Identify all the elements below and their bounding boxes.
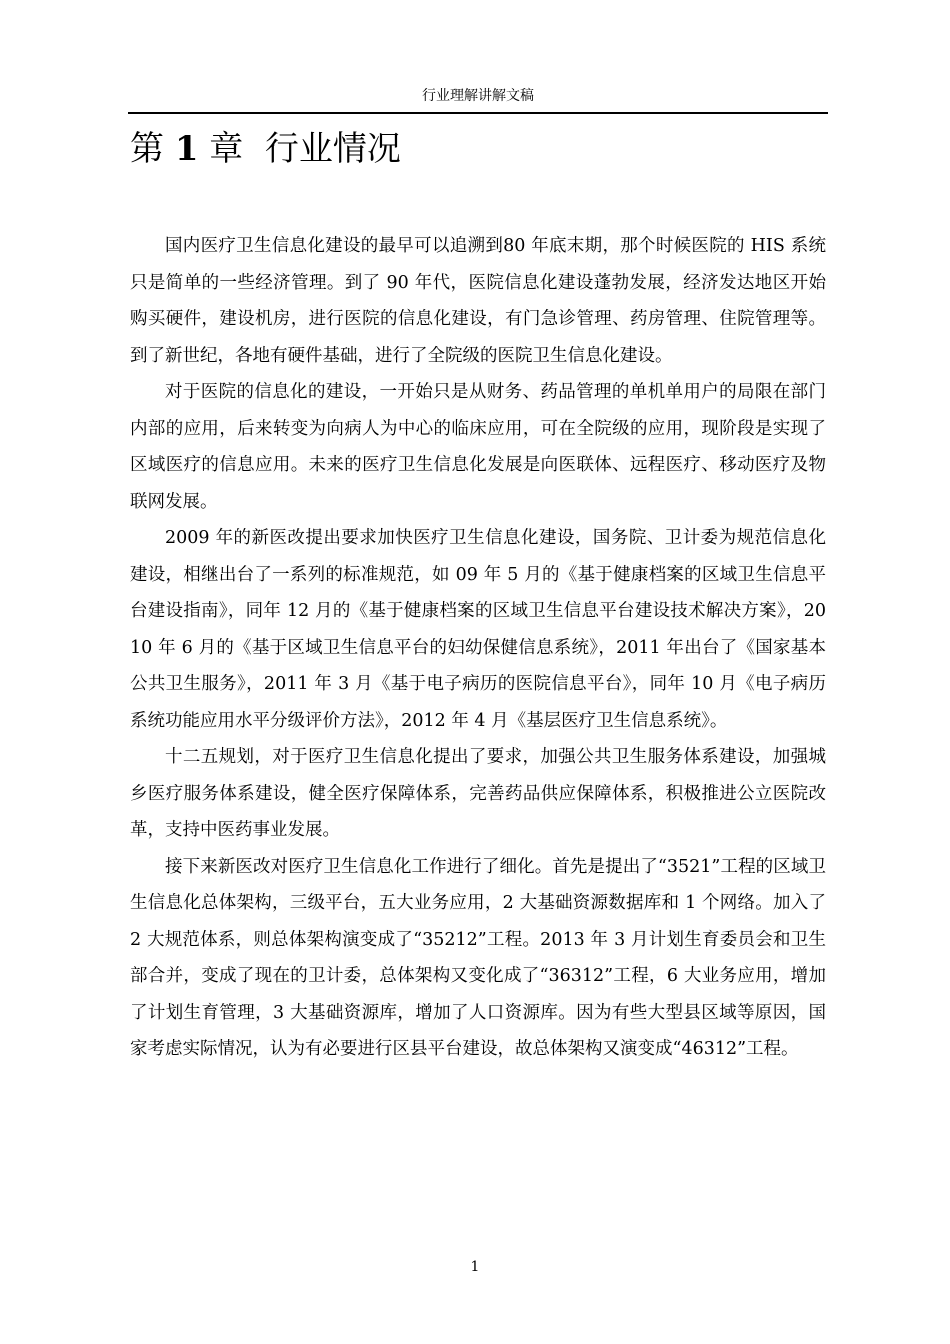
paragraph-history: 国内医疗卫生信息化建设的最早可以追溯到80 年底末期，那个时候医院的 HIS 系统只是简单的一些经济管理。到了 90 年代，医院信息化建设蓬勃发展，经济发达地区开始购买硬件，建设机房，进行医院的信息化建设，有门急诊管理、药房管理、住院管理等。到了新世纪，各地有硬件基础，进行了全院级的医院卫生信息化建设。: [130, 236, 826, 366]
chapter-suffix: 章: [209, 129, 244, 169]
chapter-title: [130, 124, 401, 174]
paragraph-architecture: 接下来新医改对医疗卫生信息化工作进行了细化。首先是提出了“3521”工程的区域卫生信息化总体架构，三级平台，五大业务应用，2 大基础资源数据库和 1 个网络。加入了 2 大规范体系，则总体架构演变成了“35212”工程。2013 年 3 月计划生育委员会和卫生部合并，变成了现在的卫计委，总体架构又变化成了“36312”工程，6 大业务应用，增加了计划生育管理，3 大基础资源库，增加了人口资源库。因为有些大型县区域等原因，国家考虑实际情况，认为有必要进行区县平台建设，故总体架构又演变成“46312”工程。: [130, 856, 826, 1059]
chapter-heading-text: 行业情况: [264, 129, 401, 169]
paragraph-standards: 2009 年的新医改提出要求加快医疗卫生信息化建设，国务院、卫计委为规范信息化建设，相继出台了一系列的标准规范，如 09 年 5 月的《基于健康档案的区域卫生信息平台建设指南》，同年 12 月的《基于健康档案的区域卫生信息平台建设技术解决方案》，2010 年 6 月的《基于区域卫生信息平台的妇幼保健信息系统》，2011 年出台了《国家基本公共卫生服务》，2011 年 3 月《基于电子病历的医院信息平台》，同年 10 月《电子病历系统功能应用水平分级评价方法》，2012 年 4 月《基层医疗卫生信息系统》。: [130, 528, 826, 731]
page-header: [128, 86, 828, 114]
page-number: 1: [470, 1259, 480, 1275]
header-title: 行业理解讲解文稿: [422, 88, 534, 104]
paragraph-evolution: 对于医院的信息化的建设，一开始只是从财务、药品管理的单机单用户的局限在部门内部的应用，后来转变为向病人为中心的临床应用，可在全院级的应用，现阶段是实现了区域医疗的信息应用。未来的医疗卫生信息化发展是向医联体、远程医疗、移动医疗及物联网发展。: [130, 382, 826, 512]
chapter-prefix: 第: [130, 129, 164, 169]
chapter-body: [130, 228, 826, 1068]
paragraph-five-year-plan: 十二五规划，对于医疗卫生信息化提出了要求，加强公共卫生服务体系建设，加强城乡医疗服务体系建设，健全医疗保障体系，完善药品供应保障体系，积极推进公立医院改革，支持中医药事业发展。: [130, 747, 826, 840]
chapter-number: 1: [174, 129, 199, 169]
